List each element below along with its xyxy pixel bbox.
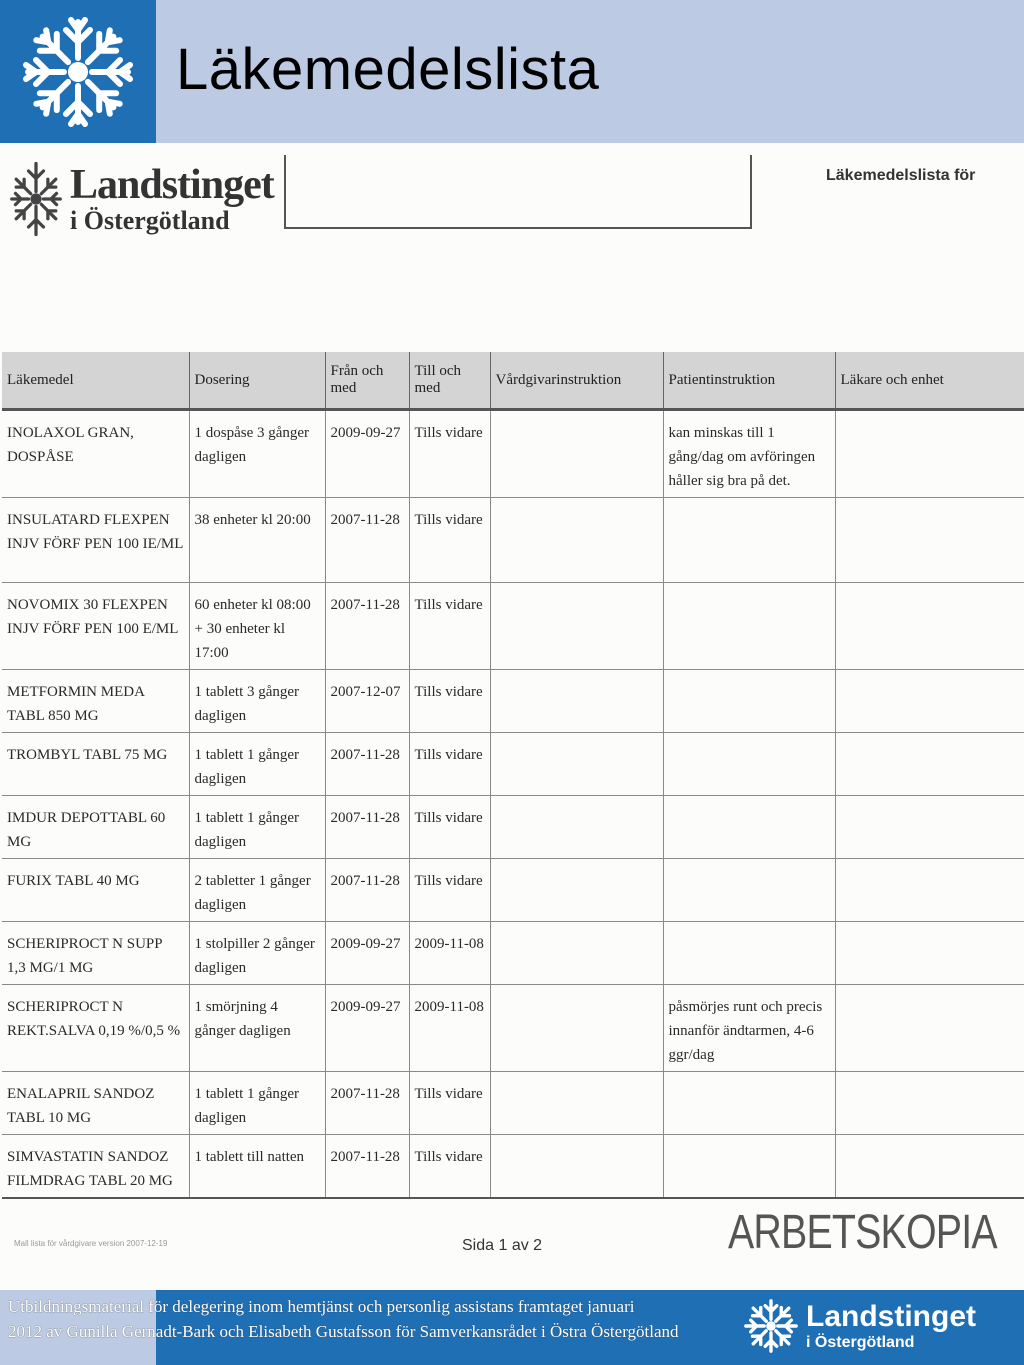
patient-instruction-cell [663, 583, 835, 670]
col-header-drug: Läkemedel [2, 352, 189, 410]
doctor-unit-cell [835, 796, 1024, 859]
template-version-text: Mall lista för vårdgivare version 2007-12-19 [14, 1239, 168, 1248]
doctor-unit-cell [835, 922, 1024, 985]
table-row [2, 859, 1024, 922]
to-date-cell: Tills vidare [409, 670, 490, 733]
slide-title: Läkemedelslista [176, 37, 600, 102]
patient-instruction-cell: kan minskas till 1 gång/dag om avföringen håller sig bra på det. [663, 410, 835, 498]
patient-instruction-cell: påsmörjes runt och precis innanför ändtarmen, 4-6 ggr/dag [663, 985, 835, 1072]
table-row [2, 410, 1024, 498]
table-header-row [2, 352, 1024, 410]
provider-instruction-cell [490, 796, 663, 859]
patient-instruction-cell [663, 1135, 835, 1199]
list-for-label: Läkemedelslista för [826, 167, 976, 184]
doctor-unit-cell [835, 1135, 1024, 1199]
document-logo-line1: Landstinget [70, 162, 274, 208]
to-date-cell: Tills vidare [409, 1135, 490, 1199]
to-date-cell: Tills vidare [409, 1072, 490, 1135]
table-row [2, 1135, 1024, 1199]
patient-instruction-cell [663, 670, 835, 733]
from-date-cell: 2007-11-28 [325, 1072, 409, 1135]
medication-table [2, 352, 1024, 1199]
drug-cell: IMDUR DEPOTTABL 60 MG [2, 796, 189, 859]
slide-header [0, 0, 1024, 143]
provider-instruction-cell [490, 1135, 663, 1199]
from-date-cell: 2007-12-07 [325, 670, 409, 733]
patient-instruction-cell [663, 922, 835, 985]
to-date-cell: Tills vidare [409, 733, 490, 796]
table-row [2, 670, 1024, 733]
document-logo-line2: i Östergötland [70, 206, 230, 235]
provider-instruction-cell [490, 922, 663, 985]
provider-instruction-cell [490, 410, 663, 498]
patient-instruction-cell [663, 498, 835, 583]
footer-credit-line2: 2012 av Gunilla Gernadt-Bark och Elisabeth Gustafsson för Samverkansrådet i Östra Östergötland [8, 1322, 679, 1341]
drug-cell: TROMBYL TABL 75 MG [2, 733, 189, 796]
from-date-cell: 2007-11-28 [325, 583, 409, 670]
patient-instruction-cell [663, 1072, 835, 1135]
table-row [2, 498, 1024, 583]
patient-instruction-cell [663, 859, 835, 922]
drug-cell: INSULATARD FLEXPEN INJV FÖRF PEN 100 IE/ML [2, 498, 189, 583]
provider-instruction-cell [490, 498, 663, 583]
footer-logo-line2: i Östergötland [806, 1333, 915, 1351]
drug-cell: FURIX TABL 40 MG [2, 859, 189, 922]
to-date-cell: Tills vidare [409, 859, 490, 922]
drug-cell: METFORMIN MEDA TABL 850 MG [2, 670, 189, 733]
dose-cell: 1 tablett till natten [189, 1135, 325, 1199]
table-row [2, 733, 1024, 796]
dose-cell: 1 smörjning 4 gånger dagligen [189, 985, 325, 1072]
table-row [2, 985, 1024, 1072]
document-logo [8, 157, 274, 241]
from-date-cell: 2007-11-28 [325, 498, 409, 583]
table-row [2, 796, 1024, 859]
footer-logo [742, 1297, 976, 1355]
col-header-patient-instruction: Patientinstruktion [663, 352, 835, 410]
from-date-cell: 2009-09-27 [325, 922, 409, 985]
dose-cell: 1 dospåse 3 gånger dagligen [189, 410, 325, 498]
footer-logo-line1: Landstinget [806, 1299, 976, 1333]
col-header-from: Från och med [325, 352, 409, 410]
dose-cell: 60 enheter kl 08:00 + 30 enheter kl 17:00 [189, 583, 325, 670]
patient-instruction-cell [663, 796, 835, 859]
table-row [2, 583, 1024, 670]
dose-cell: 2 tabletter 1 gånger dagligen [189, 859, 325, 922]
to-date-cell: Tills vidare [409, 583, 490, 670]
col-header-provider-instruction: Vårdgivarinstruktion [490, 352, 663, 410]
footer-credit-text [8, 1294, 788, 1344]
dose-cell: 38 enheter kl 20:00 [189, 498, 325, 583]
doctor-unit-cell [835, 859, 1024, 922]
to-date-cell: Tills vidare [409, 498, 490, 583]
snowflake-logo-icon [8, 157, 64, 241]
to-date-cell: 2009-11-08 [409, 985, 490, 1072]
from-date-cell: 2007-11-28 [325, 733, 409, 796]
dose-cell: 1 tablett 1 gånger dagligen [189, 796, 325, 859]
provider-instruction-cell [490, 583, 663, 670]
dose-cell: 1 tablett 1 gånger dagligen [189, 1072, 325, 1135]
to-date-cell: 2009-11-08 [409, 922, 490, 985]
provider-instruction-cell [490, 670, 663, 733]
doctor-unit-cell [835, 733, 1024, 796]
col-header-to: Till och med [409, 352, 490, 410]
from-date-cell: 2007-11-28 [325, 859, 409, 922]
doctor-unit-cell [835, 1072, 1024, 1135]
snowflake-logo-icon [742, 1297, 800, 1355]
snowflake-logo-icon [18, 12, 138, 132]
patient-name-box [284, 155, 752, 229]
doctor-unit-cell [835, 985, 1024, 1072]
from-date-cell: 2009-09-27 [325, 985, 409, 1072]
patient-instruction-cell [663, 733, 835, 796]
dose-cell: 1 tablett 3 gånger dagligen [189, 670, 325, 733]
provider-instruction-cell [490, 859, 663, 922]
to-date-cell: Tills vidare [409, 410, 490, 498]
doctor-unit-cell [835, 670, 1024, 733]
drug-cell: NOVOMIX 30 FLEXPEN INJV FÖRF PEN 100 E/ML [2, 583, 189, 670]
drug-cell: SCHERIPROCT N REKT.SALVA 0,19 %/0,5 % [2, 985, 189, 1072]
drug-cell: SIMVASTATIN SANDOZ FILMDRAG TABL 20 MG [2, 1135, 189, 1199]
from-date-cell: 2007-11-28 [325, 1135, 409, 1199]
drug-cell: INOLAXOL GRAN, DOSPÅSE [2, 410, 189, 498]
drug-cell: SCHERIPROCT N SUPP 1,3 MG/1 MG [2, 922, 189, 985]
provider-instruction-cell [490, 985, 663, 1072]
doctor-unit-cell [835, 498, 1024, 583]
from-date-cell: 2009-09-27 [325, 410, 409, 498]
slide-footer [0, 1290, 1024, 1365]
dose-cell: 1 tablett 1 gånger dagligen [189, 733, 325, 796]
provider-instruction-cell [490, 733, 663, 796]
page-number: Sida 1 av 2 [462, 1237, 543, 1254]
drug-cell: ENALAPRIL SANDOZ TABL 10 MG [2, 1072, 189, 1135]
header-logo [0, 0, 156, 143]
from-date-cell: 2007-11-28 [325, 796, 409, 859]
dose-cell: 1 stolpiller 2 gånger dagligen [189, 922, 325, 985]
scanned-medication-list [0, 143, 1024, 1290]
provider-instruction-cell [490, 1072, 663, 1135]
footer-credit-line1: Utbildningsmaterial för delegering inom hemtjänst och personlig assistans framtaget januari [8, 1297, 635, 1316]
col-header-doctor-unit: Läkare och enhet [835, 352, 1024, 410]
work-copy-stamp: ARBETSKOPIA [728, 1206, 997, 1259]
to-date-cell: Tills vidare [409, 796, 490, 859]
table-row [2, 922, 1024, 985]
col-header-dose: Dosering [189, 352, 325, 410]
table-row [2, 1072, 1024, 1135]
doctor-unit-cell [835, 410, 1024, 498]
doctor-unit-cell [835, 583, 1024, 670]
